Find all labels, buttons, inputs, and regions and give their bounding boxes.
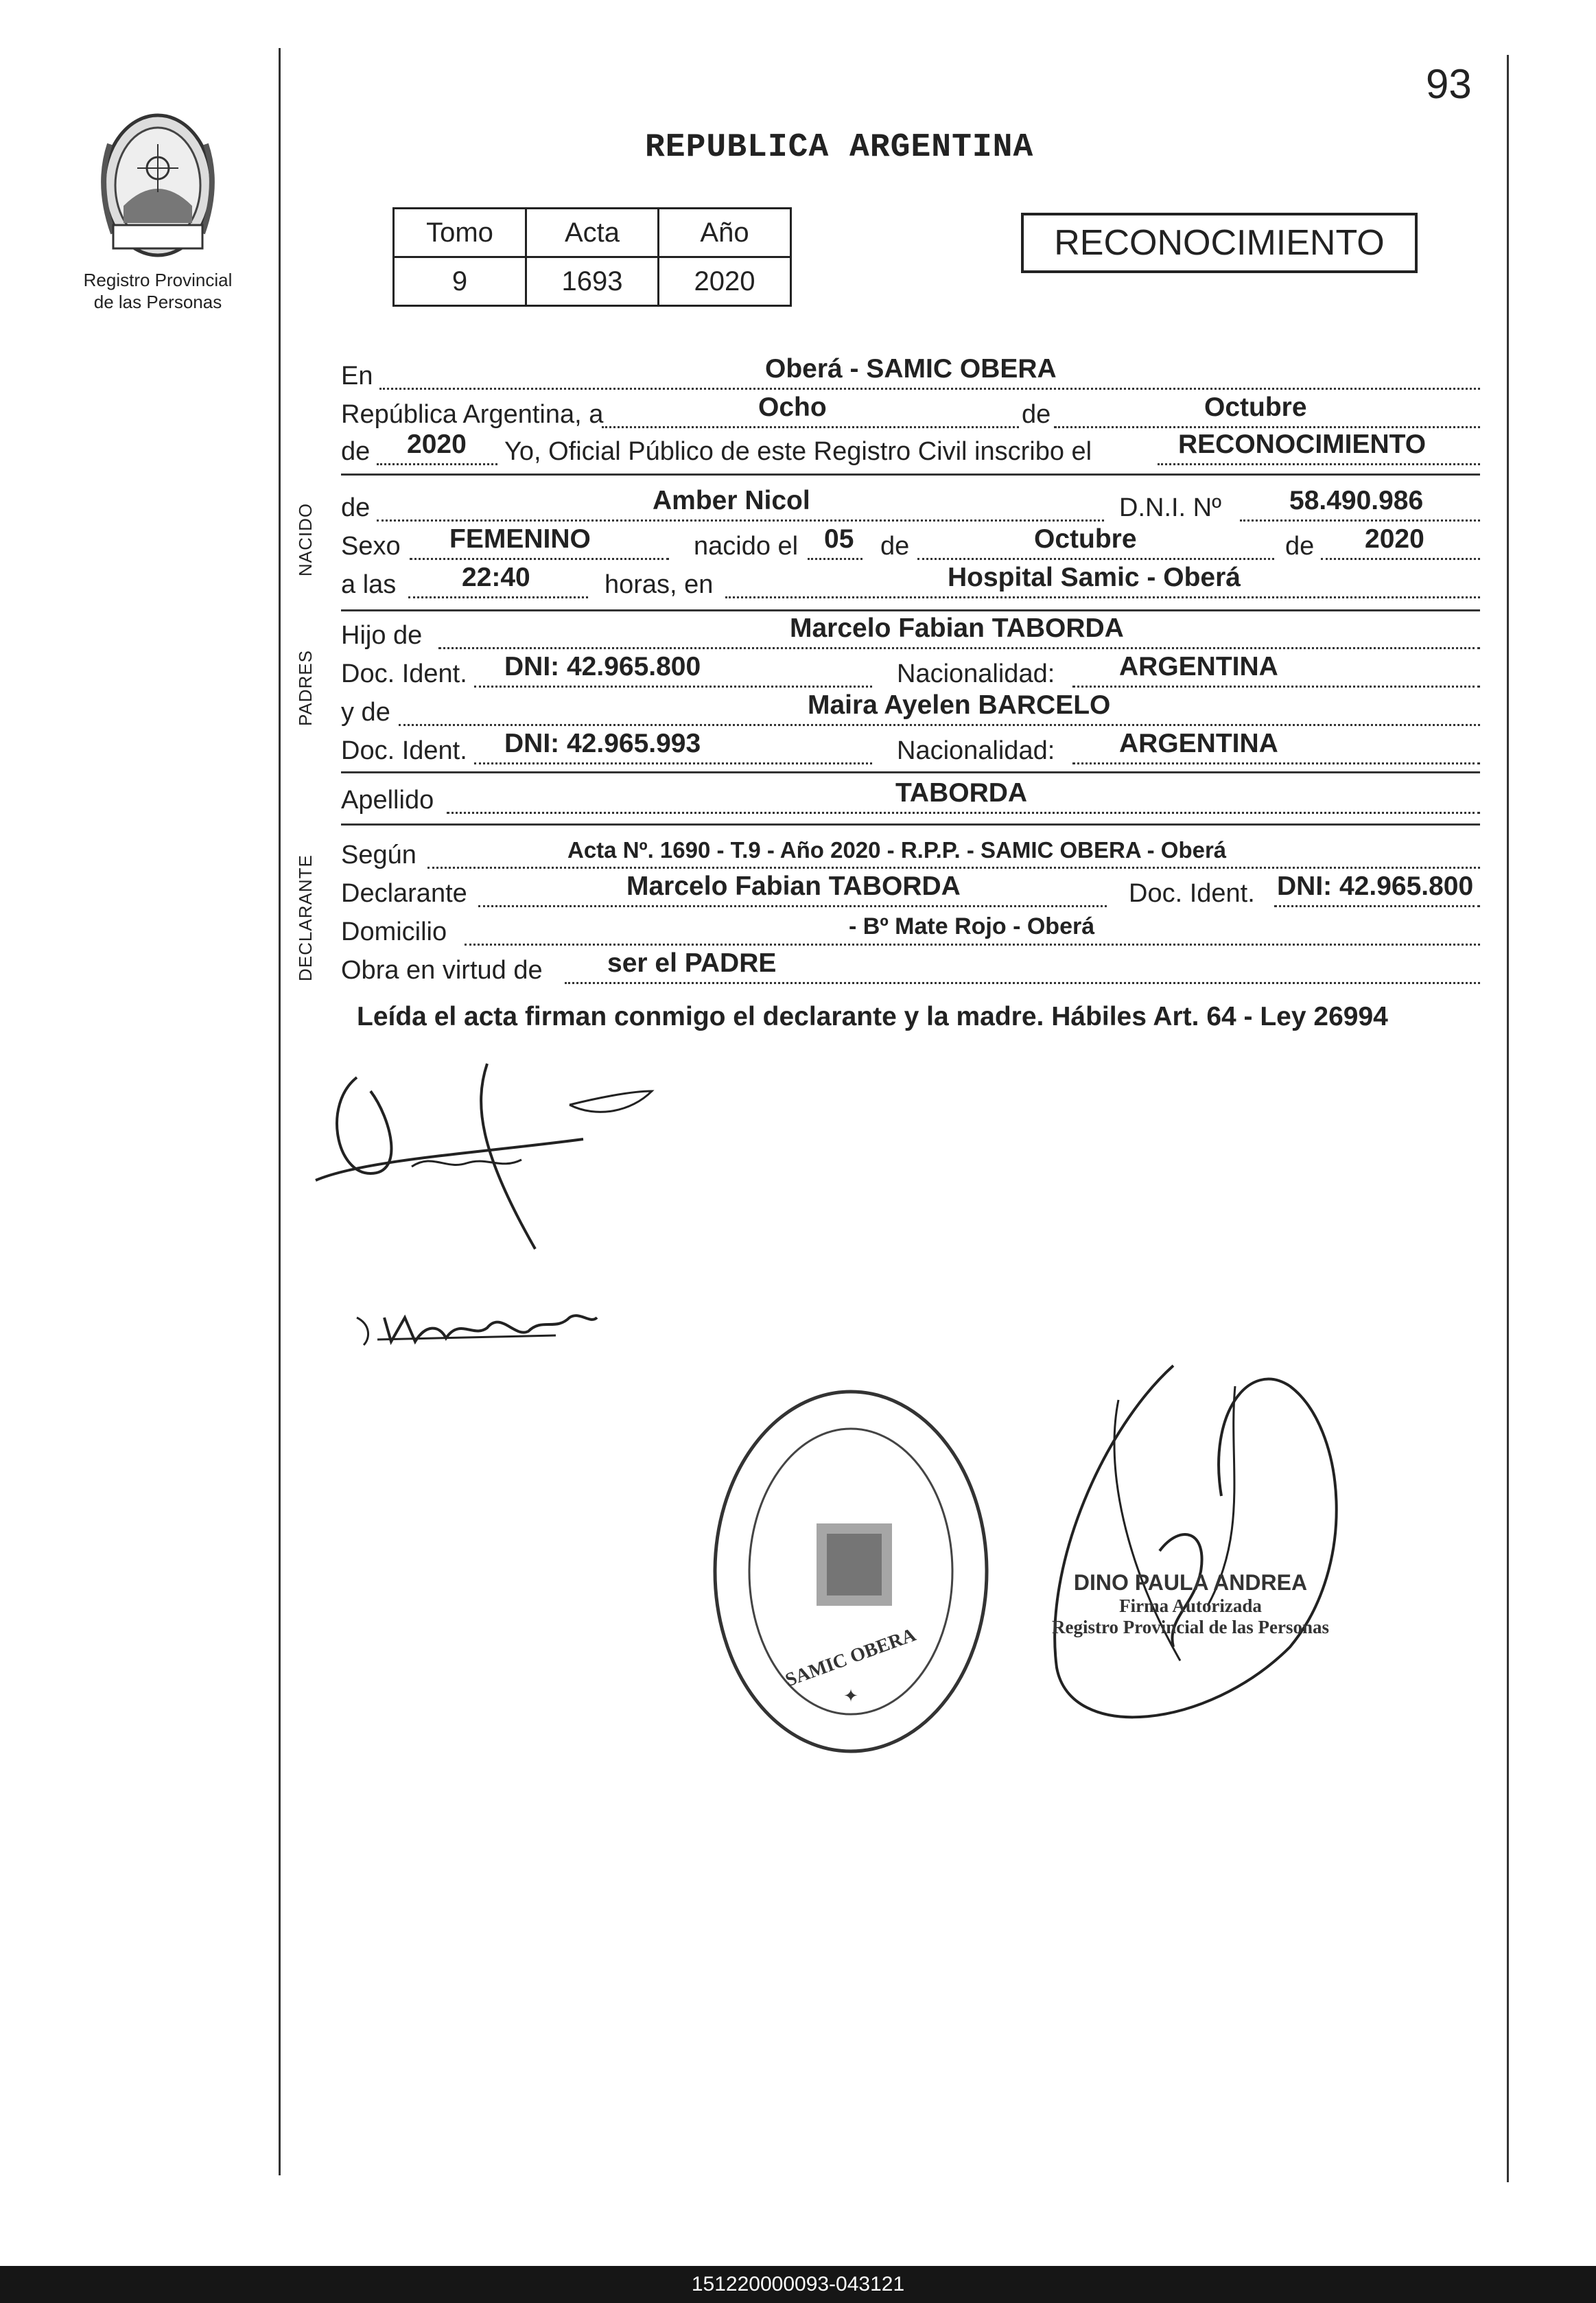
right-margin-rule [1507,55,1509,2182]
official-office: Registro Provincial de las Personas [1052,1617,1329,1637]
label-republica: República Argentina, a [341,400,604,429]
label-sexo: Sexo [341,532,401,561]
value-anio: 2020 [407,430,467,459]
label-y-de: y de [341,698,390,727]
record-table-value: 9 [394,257,526,306]
value-dni: 58.490.986 [1289,486,1424,515]
page-number: 93 [1426,61,1472,107]
row-hora [341,565,1480,604]
label-nacionalidad-2: Nacionalidad: [897,736,1055,765]
label-obra-virtud: Obra en virtud de [341,956,543,985]
label-doc-ident-2: Doc. Ident. [341,736,467,765]
row-nombre [341,486,1480,527]
svg-text:✦: ✦ [843,1685,858,1706]
label-segun: Según [341,841,416,869]
value-dia-nac: 05 [824,524,854,554]
label-apellido: Apellido [341,786,434,815]
label-de-nombre: de [341,493,371,522]
label-de-anio: de [341,437,371,466]
value-segun: Acta Nº. 1690 - T.9 - Año 2020 - R.P.P. - SAMIC OBERA - Oberá [567,837,1227,863]
value-mes-nac: Octubre [1034,524,1137,554]
value-apellido: TABORDA [895,778,1028,808]
value-padre-nac: ARGENTINA [1119,652,1278,681]
row-domicilio [341,913,1480,951]
row-madre-doc [341,729,1480,770]
label-nacionalidad-1: Nacionalidad: [897,659,1055,688]
record-table-header: Tomo [394,209,526,257]
value-obra-virtud: ser el PADRE [607,948,777,978]
record-table [392,207,792,307]
label-de-anio-nac: de [1285,532,1315,561]
province-seal [82,103,233,268]
value-madre-doc: DNI: 42.965.993 [504,729,701,758]
label-horas-en: horas, en [605,570,714,599]
record-table-value: 2020 [659,257,791,306]
record-table-value: 1693 [526,257,659,306]
document-type-box: RECONOCIMIENTO [1021,213,1418,273]
record-table-header: Año [659,209,791,257]
value-madre: Maira Ayelen BARCELO [808,690,1111,720]
label-nacido-el: nacido el [694,532,799,561]
logo-caption-line-1: Registro Provincial [83,270,233,290]
row-obra-virtud [341,948,1480,990]
section-divider [341,474,1480,476]
official-signature [1002,1359,1359,1743]
section-divider [341,823,1480,826]
official-name: DINO PAULA ANDREA [1073,1570,1308,1595]
footer-id: 151220000093-043121 [0,2266,1596,2303]
value-anio-nac: 2020 [1365,524,1424,554]
left-margin-rule [279,48,281,2175]
label-yo-oficial: Yo, Oficial Público de este Registro Civil inscribo el [504,437,1092,466]
row-madre [341,690,1480,732]
value-dia: Ocho [758,393,827,422]
value-declarante-doc: DNI: 42.965.800 [1277,872,1474,901]
label-a-las: a las [341,570,397,599]
row-segun [341,836,1480,874]
row-apellido [341,778,1480,819]
value-nombre: Amber Nicol [653,486,810,515]
row-lugar [341,354,1480,395]
stamp-inner-text: SAMIC OBERA [782,1624,919,1692]
value-hora: 22:40 [462,563,530,592]
value-madre-nac: ARGENTINA [1119,729,1278,758]
value-acto: RECONOCIMIENTO [1178,430,1427,459]
value-padre-doc: DNI: 42.965.800 [504,652,701,681]
registry-stamp [707,1379,995,1764]
logo-caption-line-2: de las Personas [93,292,222,312]
side-label-padres: PADRES [295,650,316,726]
declarant-signature [309,1050,666,1256]
value-padre: Marcelo Fabian TABORDA [790,613,1124,643]
label-hijo-de: Hijo de [341,621,423,650]
logo-caption [69,269,247,313]
label-doc-ident-3: Doc. Ident. [1129,879,1255,908]
value-lugar-nac: Hospital Samic - Oberá [948,563,1241,592]
country-title: REPUBLICA ARGENTINA [645,129,1034,166]
side-label-nacido: NACIDO [295,502,316,576]
label-domicilio: Domicilio [341,917,447,946]
section-divider [341,771,1480,773]
value-lugar: Oberá - SAMIC OBERA [765,354,1057,384]
label-en: En [341,362,373,390]
row-padre [341,613,1480,655]
value-sexo: FEMENINO [449,524,591,554]
label-dni: D.N.I. Nº [1119,493,1221,522]
legal-text: Leída el acta firman conmigo el declarante y la madre. Hábiles Art. 64 - Ley 26994 [357,1002,1388,1031]
label-de-mes-nac: de [880,532,910,561]
row-sexo [341,524,1480,565]
label-declarante: Declarante [341,879,467,908]
row-fecha [341,395,1480,434]
official-role: Firma Autorizada [1119,1595,1262,1616]
row-anio-acto [341,432,1480,471]
row-padre-doc [341,652,1480,693]
mother-signature [350,1290,611,1366]
record-table-header: Acta [526,209,659,257]
value-mes: Octubre [1204,393,1307,422]
record-table-header-row [394,209,791,257]
value-declarante: Marcelo Fabian TABORDA [626,872,961,901]
label-de-mes: de [1019,400,1053,430]
section-divider [341,609,1480,611]
value-domicilio: - Bº Mate Rojo - Oberá [849,913,1095,939]
official-stamp [1029,1570,1352,1638]
row-declarante [341,874,1480,913]
side-label-declarante: DECLARANTE [295,854,316,981]
label-doc-ident-1: Doc. Ident. [341,659,467,688]
record-table-value-row [394,257,791,306]
